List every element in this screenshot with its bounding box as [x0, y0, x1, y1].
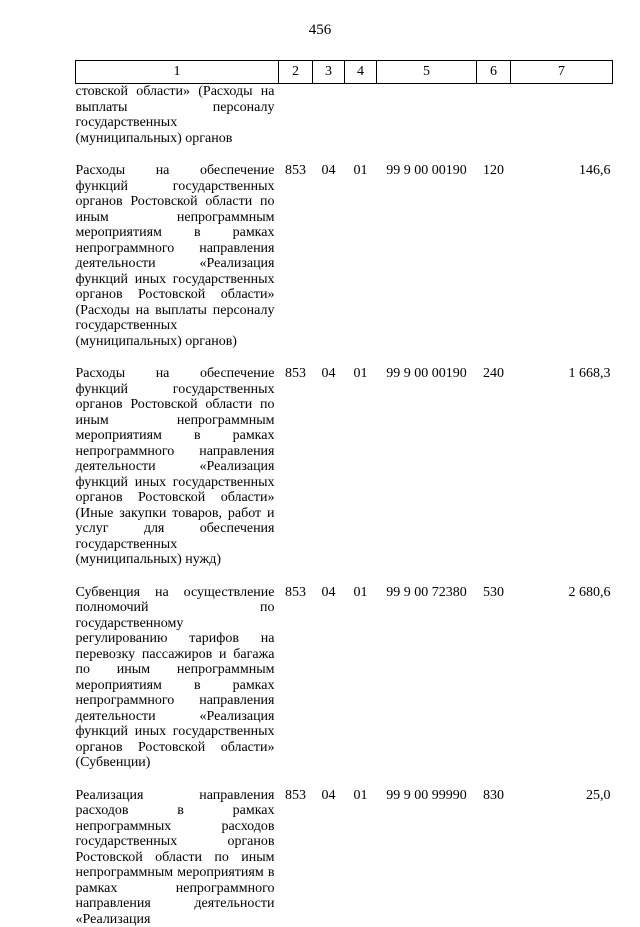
header-col-1: 1 [76, 61, 279, 84]
row-target-article [377, 84, 477, 164]
row-section [313, 84, 345, 164]
row-expense-type: 120 [477, 163, 511, 366]
row-ministry-code [279, 84, 313, 164]
row-expense-type: 240 [477, 366, 511, 585]
row-section: 04 [313, 366, 345, 585]
row-description: Расходы на обеспечение функций государственных органов Ростовской области по иным непрограммным мероприятиям в рамках непрограммного направления деятельности «Реализация функций иных государственных органов Ростовской области» (Иные закупки товаров, работ и услуг для обеспечения государственных (муниципальных) нужд) [76, 366, 279, 585]
header-col-6: 6 [477, 61, 511, 84]
budget-table [75, 60, 613, 927]
table-header-row [76, 61, 613, 84]
row-amount: 1 668,3 [511, 366, 613, 585]
row-amount [511, 84, 613, 164]
row-section: 04 [313, 585, 345, 788]
row-amount: 146,6 [511, 163, 613, 366]
page-number: 456 [0, 22, 640, 39]
table-row [76, 366, 613, 585]
row-description: стовской области» (Расходы на выплаты персоналу государственных (муниципальных) органов [76, 84, 279, 164]
header-col-2: 2 [279, 61, 313, 84]
row-ministry-code: 853 [279, 163, 313, 366]
table-row [76, 788, 613, 927]
row-subsection: 01 [345, 366, 377, 585]
table-row [76, 585, 613, 788]
header-col-3: 3 [313, 61, 345, 84]
row-expense-type [477, 84, 511, 164]
row-ministry-code: 853 [279, 788, 313, 927]
row-section: 04 [313, 788, 345, 927]
row-amount: 2 680,6 [511, 585, 613, 788]
row-description: Реализация направления расходов в рамках непрограммных расходов государственных органов Ростовской области по иным непрограммным мероприятиям в рамках непрограммного направления деятельности «Реализация [76, 788, 279, 927]
row-target-article: 99 9 00 00190 [377, 366, 477, 585]
header-col-5: 5 [377, 61, 477, 84]
row-subsection: 01 [345, 585, 377, 788]
row-target-article: 99 9 00 00190 [377, 163, 477, 366]
row-ministry-code: 853 [279, 585, 313, 788]
table-row [76, 84, 613, 164]
row-expense-type: 530 [477, 585, 511, 788]
row-description: Субвенция на осуществление полномочий по государственному регулированию тарифов на перевозку пассажиров и багажа по иным непрограммным мероприятиям в рамках непрограммного направления деятельности «Реализация функций иных государственных органов Ростовской области» (Субвенции) [76, 585, 279, 788]
header-col-7: 7 [511, 61, 613, 84]
row-amount: 25,0 [511, 788, 613, 927]
row-ministry-code: 853 [279, 366, 313, 585]
row-target-article: 99 9 00 72380 [377, 585, 477, 788]
row-subsection [345, 84, 377, 164]
header-col-4: 4 [345, 61, 377, 84]
row-section: 04 [313, 163, 345, 366]
row-expense-type: 830 [477, 788, 511, 927]
row-subsection: 01 [345, 163, 377, 366]
table-row [76, 163, 613, 366]
row-target-article: 99 9 00 99990 [377, 788, 477, 927]
row-subsection: 01 [345, 788, 377, 927]
row-description: Расходы на обеспечение функций государственных органов Ростовской области по иным непрограммным мероприятиям в рамках непрограммного направления деятельности «Реализация функций иных государственных органов Ростовской области» (Расходы на выплаты персоналу государственных (муниципальных) органов) [76, 163, 279, 366]
